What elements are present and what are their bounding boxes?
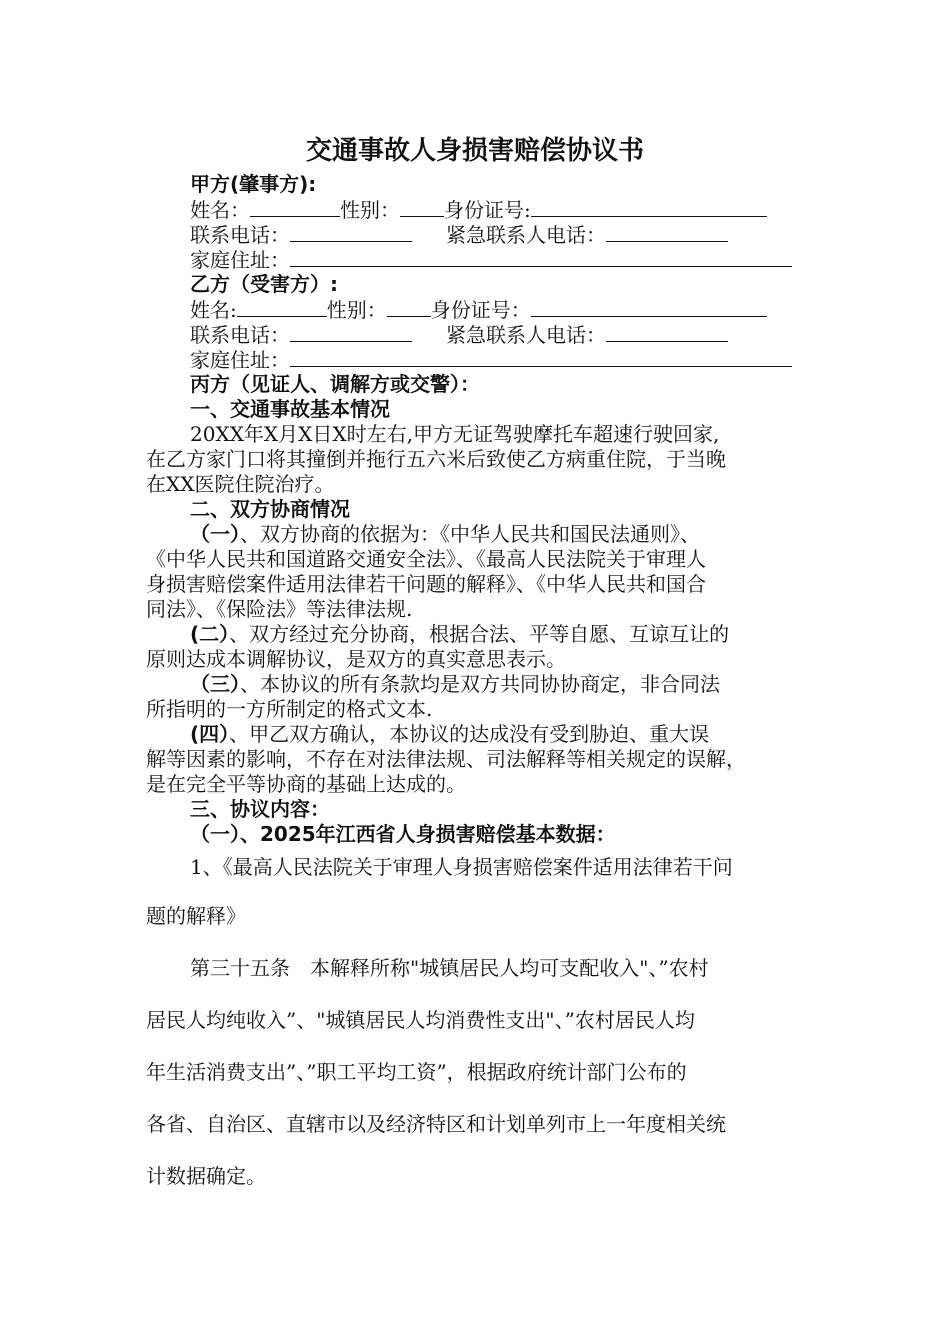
article-line: 第三十五条 本解释所称"城镇居民人均可支配收入"、”农村 xyxy=(190,956,709,980)
party-a-id-label: 身份证号: xyxy=(444,198,531,222)
section-2-item-3-line: 所指明的一方所制定的格式文本. xyxy=(146,697,433,721)
party-b-emergency-label: 紧急联系人电话： xyxy=(446,323,606,347)
party-b-name-blank[interactable] xyxy=(237,297,327,317)
section-3-subheading: （一）、2025年江西省人身损害赔偿基本数据： xyxy=(190,822,616,846)
section-2-item-2-line xyxy=(146,622,806,647)
party-a-emergency-label: 紧急联系人电话： xyxy=(446,223,606,247)
party-a-line-1 xyxy=(146,197,806,222)
party-a-line-2 xyxy=(146,222,806,247)
section-1-heading: 一、交通事故基本情况 xyxy=(190,397,390,421)
section-1-line: 在乙方家门口将其撞倒并拖行五六米后致使乙方病重住院，于当晚 xyxy=(146,447,726,471)
item-number: （三） xyxy=(190,672,240,696)
section-1-line: 在XX医院住院治疗。 xyxy=(146,472,335,496)
party-b-emergency-blank[interactable] xyxy=(606,322,728,342)
party-a-id-blank[interactable] xyxy=(531,197,767,217)
item-text: 、本协议的所有条款均是双方共同协协商定，非合同法 xyxy=(240,672,720,696)
party-c-heading: 丙方（见证人、调解方或交警）： xyxy=(190,372,480,396)
section-1-line: 20XX年X月X日X时左右,甲方无证驾驶摩托车超速行驶回家, xyxy=(190,422,720,446)
party-b-gender-blank[interactable] xyxy=(387,297,431,317)
party-b-line-3 xyxy=(146,347,806,372)
article-line: 年生活消费支出”、”职工平均工资”，根据政府统计部门公布的 xyxy=(146,1060,687,1084)
section-2-item-2-line: 原则达成本调解协议，是双方的真实意思表示。 xyxy=(146,647,566,671)
section-2-item-1-line: 同法》、《保险法》等法律法规. xyxy=(146,597,413,621)
party-b-id-blank[interactable] xyxy=(531,297,767,317)
section-3-heading: 三、协议内容： xyxy=(190,797,330,821)
item-number: （一） xyxy=(190,522,240,546)
section-2-item-4-line xyxy=(146,722,806,747)
party-b-address-label: 家庭住址： xyxy=(190,348,290,372)
party-a-heading: 甲方(肇事方): xyxy=(190,172,317,196)
section-2-item-3-line xyxy=(146,672,806,697)
party-b-name-label: 姓名: xyxy=(190,298,237,322)
party-a-line-3 xyxy=(146,247,806,272)
item-text: 、双方协商的依据为：《中华人民共和国民法通则》、 xyxy=(240,522,700,546)
item-number: (二） xyxy=(190,622,230,646)
section-3-item-1-line: 1、《最高人民法院关于审理人身损害赔偿案件适用法律若干问 xyxy=(190,855,733,879)
party-a-address-label: 家庭住址： xyxy=(190,248,290,272)
section-2-item-1-line: 《中华人民共和国道路交通安全法》、《最高人民法院关于审理人 xyxy=(146,547,706,571)
item-text: 、甲乙双方确认，本协议的达成没有受到胁迫、重大误 xyxy=(229,722,710,746)
party-a-phone-blank[interactable] xyxy=(290,222,412,242)
item-number: (四） xyxy=(190,722,230,746)
party-b-phone-blank[interactable] xyxy=(290,322,412,342)
party-b-line-2 xyxy=(146,322,806,347)
section-3-item-1-line: 题的解释》 xyxy=(146,904,246,928)
party-b-id-label: 身份证号： xyxy=(430,298,531,322)
document-body xyxy=(146,172,806,1202)
section-2-item-1-line xyxy=(146,522,806,547)
section-2-item-1-line: 身损害赔偿案件适用法律若干问题的解释》、《中华人民共和国合 xyxy=(146,572,706,596)
party-b-gender-label: 性别： xyxy=(326,298,387,322)
party-b-line-1 xyxy=(146,297,806,322)
party-a-gender-label: 性别： xyxy=(340,198,400,222)
party-b-heading: 乙方（受害方）: xyxy=(190,272,338,296)
party-b-phone-label: 联系电话： xyxy=(190,323,290,347)
party-a-emergency-blank[interactable] xyxy=(606,222,728,242)
article-line: 计数据确定。 xyxy=(146,1164,266,1188)
document-title: 交通事故人身损害赔偿协议书 xyxy=(305,136,644,166)
party-a-gender-blank[interactable] xyxy=(400,197,444,217)
item-text: 、双方经过充分协商，根据合法、平等自愿、互谅互让的 xyxy=(229,622,730,646)
party-a-name-blank[interactable] xyxy=(250,197,340,217)
party-b-address-blank[interactable] xyxy=(290,347,792,367)
article-line: 各省、自治区、直辖市以及经济特区和计划单列市上一年度相关统 xyxy=(146,1112,726,1136)
section-2-heading: 二、双方协商情况 xyxy=(190,497,350,521)
section-2-item-4-line: 是在完全平等协商的基础上达成的。 xyxy=(146,772,466,796)
article-line: 居民人均纯收入”、"城镇居民人均消费性支出"、”农村居民人均 xyxy=(146,1008,695,1032)
party-a-phone-label: 联系电话： xyxy=(190,223,290,247)
party-a-address-blank[interactable] xyxy=(290,247,792,267)
section-2-item-4-line: 解等因素的影响，不存在对法律法规、司法解释等相关规定的误解， xyxy=(146,747,746,771)
party-a-name-label: 姓名： xyxy=(190,198,250,222)
